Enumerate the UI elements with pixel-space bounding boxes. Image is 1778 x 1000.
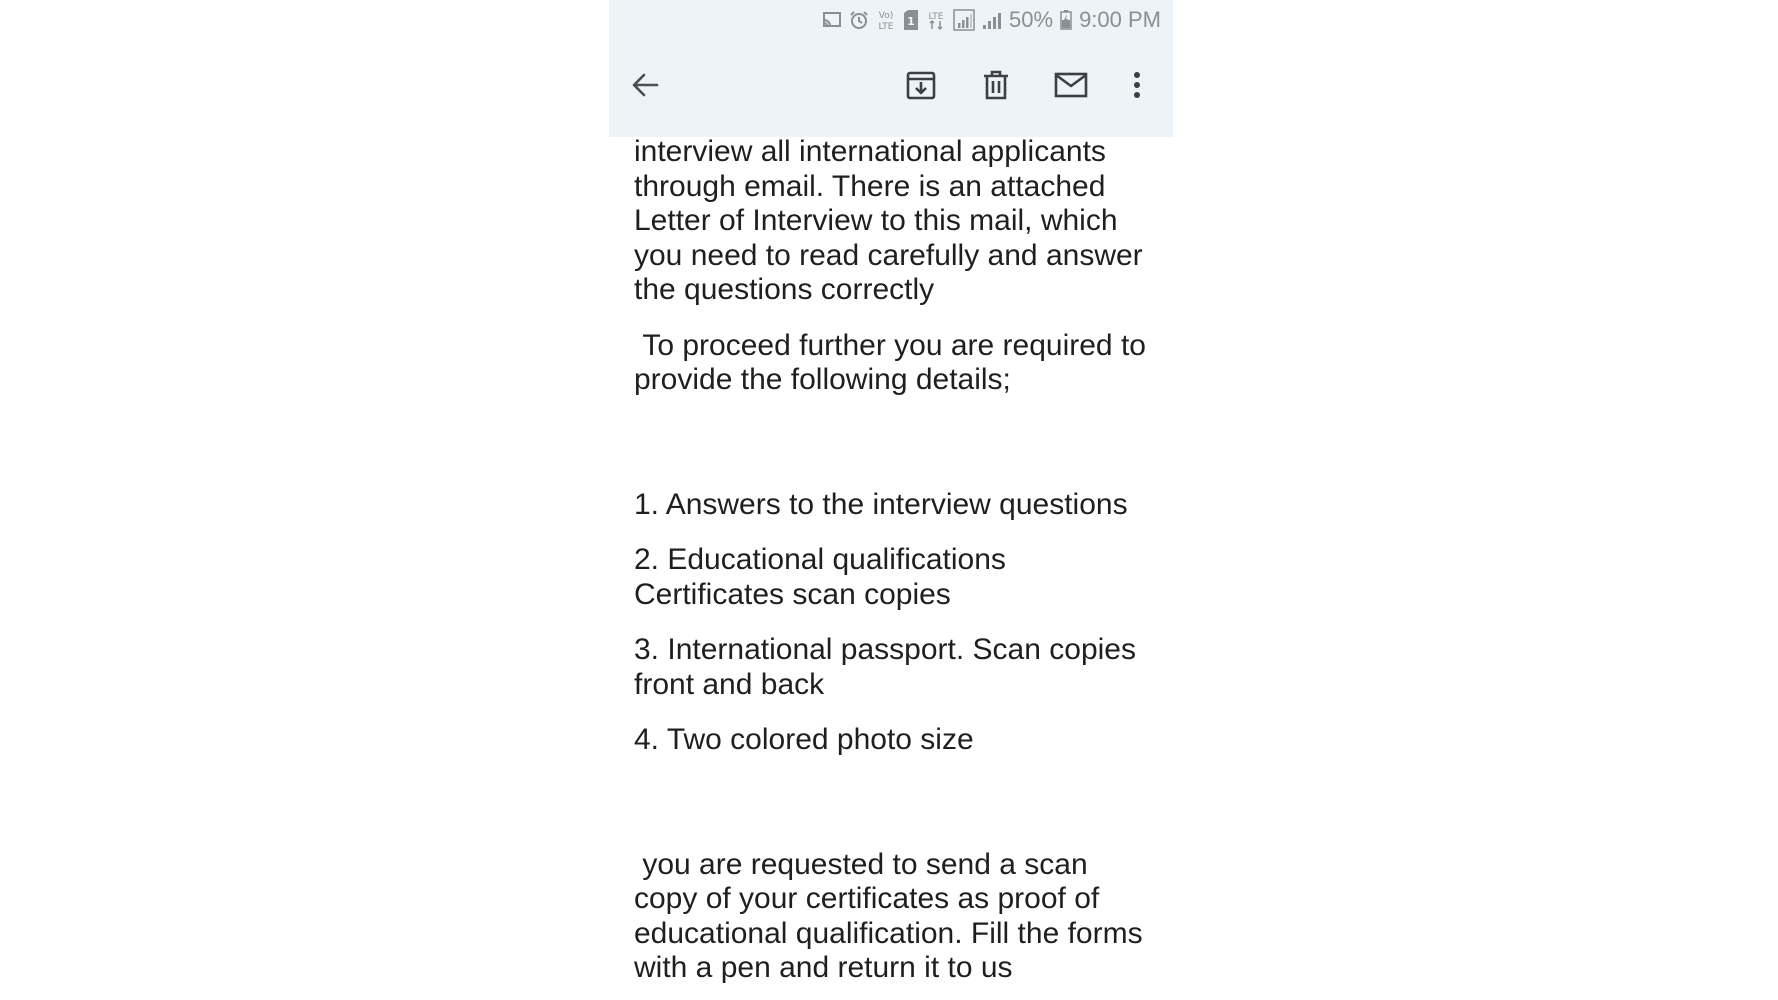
list-item: 1. Answers to the interview questions bbox=[634, 487, 1128, 521]
svg-text:Vo): Vo) bbox=[878, 11, 894, 21]
delete-icon bbox=[981, 69, 1011, 106]
status-bar bbox=[822, 6, 1161, 34]
back-arrow-icon bbox=[630, 70, 660, 105]
signal-1-icon bbox=[953, 9, 975, 31]
sim-1-icon bbox=[903, 10, 919, 30]
mark-unread-button[interactable] bbox=[1051, 67, 1091, 107]
email-paragraph-3: you are requested to send a scan copy of your certificates as proof of educational qualification. Fill the forms with a pen and return it to us bbox=[634, 847, 1151, 984]
list-item: 2. Educational qualifications Certificates scan copies bbox=[634, 543, 1015, 611]
clock: 9:00 PM bbox=[1079, 7, 1161, 32]
volte-icon bbox=[876, 9, 896, 31]
app-bar bbox=[609, 55, 1173, 119]
more-options-button[interactable] bbox=[1117, 67, 1157, 107]
more-vert-icon bbox=[1132, 70, 1142, 105]
svg-text:1: 1 bbox=[907, 15, 915, 28]
archive-button[interactable] bbox=[901, 67, 941, 107]
battery-icon bbox=[1060, 10, 1072, 30]
cast-icon bbox=[822, 11, 842, 29]
archive-icon bbox=[905, 69, 937, 106]
email-paragraph-2: To proceed further you are required to provide the following details; bbox=[634, 328, 1155, 396]
delete-button[interactable] bbox=[976, 67, 1016, 107]
alarm-icon bbox=[849, 10, 869, 30]
svg-text:LTE: LTE bbox=[928, 12, 944, 22]
top-bar bbox=[609, 0, 1173, 137]
battery-percent: 50% bbox=[1009, 7, 1054, 32]
email-body bbox=[634, 135, 1159, 986]
back-button[interactable] bbox=[625, 67, 665, 107]
list-item: 4. Two colored photo size bbox=[634, 723, 974, 756]
mark-unread-icon bbox=[1054, 71, 1088, 104]
lte-icon bbox=[926, 9, 946, 31]
svg-text:LTE: LTE bbox=[878, 22, 894, 31]
email-paragraph-1: interview all international applicants through email. There is an attached Letter of Interview to this mail, which you need to read carefully and answer the questions correctly bbox=[634, 135, 1151, 306]
signal-2-icon bbox=[982, 10, 1002, 30]
list-item: 3. International passport. Scan copies front and back bbox=[634, 633, 1145, 701]
phone-screen bbox=[609, 0, 1173, 1000]
